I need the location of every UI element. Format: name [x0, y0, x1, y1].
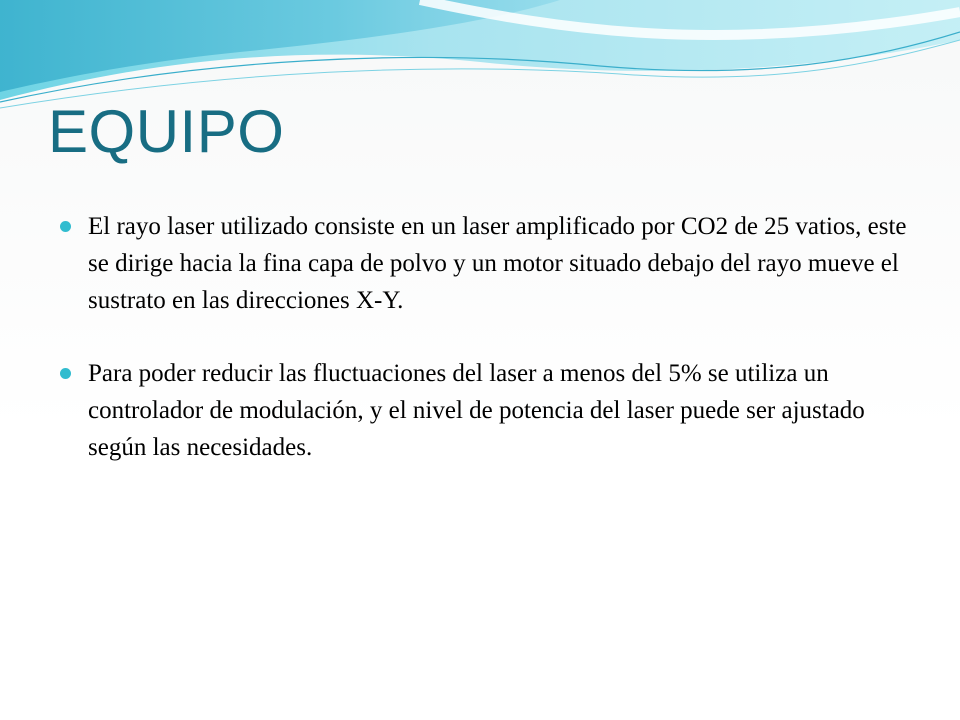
- bullet-dot-icon: [60, 368, 71, 379]
- slide-title: EQUIPO: [48, 98, 285, 165]
- bullet-item: [60, 208, 910, 319]
- bullet-text: El rayo laser utilizado consiste en un laser amplificado por CO2 de 25 vatios, este se dirige hacia la fina capa de polvo y un motor situado debajo del rayo mueve el sustrato en las direcciones X-Y.: [88, 213, 907, 314]
- bullet-item: [60, 355, 910, 466]
- bullet-text: Para poder reducir las fluctuaciones del laser a menos del 5% se utiliza un controlador de modulación, y el nivel de potencia del laser puede ser ajustado según las necesidades.: [88, 360, 865, 461]
- bullet-dot-icon: [60, 221, 71, 232]
- bullet-list: [60, 208, 910, 502]
